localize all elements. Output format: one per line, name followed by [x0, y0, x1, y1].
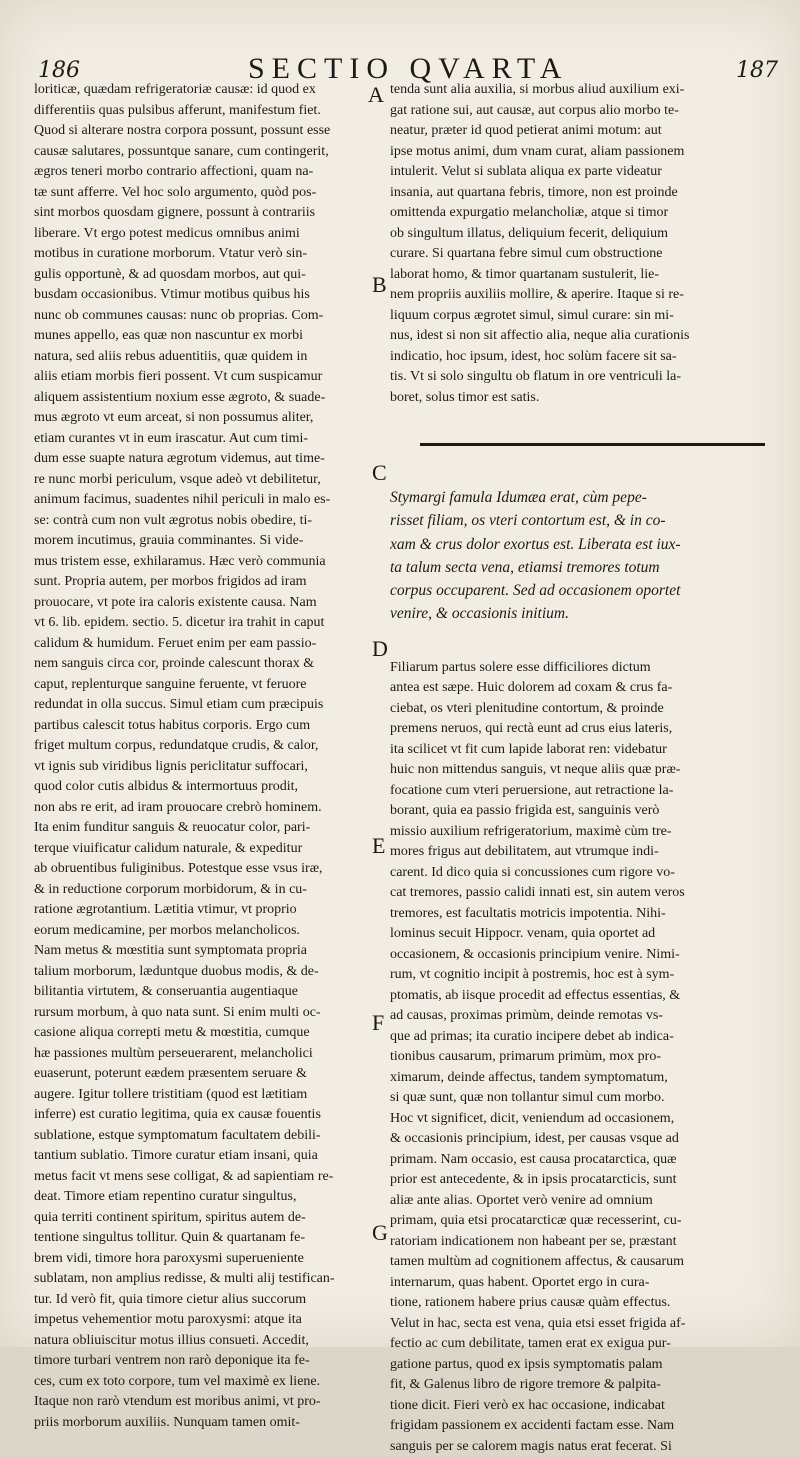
text-line: priis morborum auxiliis. Nunquam tamen omit- — [34, 1414, 300, 1430]
text-line: redundat in olla succus. Simul etiam cum præcipuis — [34, 697, 324, 712]
text-line: ximarum, deinde affectus, tandem symptomatum, — [390, 1069, 668, 1085]
text-line: ces, cum ex toto corpore, tum vel maximè ex liene. — [34, 1373, 321, 1389]
text-line: focatione cum vteri peruersione, aut retractione la- — [390, 782, 674, 798]
text-line: causæ salutares, possuntque sanare, cum contingerit, — [34, 143, 329, 159]
margin-letter-g: G — [372, 1220, 388, 1245]
text-line: inferre) est curatio legitima, quia ex causæ fouentis — [34, 1107, 321, 1122]
text-line: impetus vehementior motu paroxysmi: atque ita — [34, 1312, 302, 1327]
text-line: dum esse suapte natura ægrotum videmus, aut time- — [34, 451, 325, 466]
margin-letter-c: C — [372, 460, 387, 485]
text-line: calidum & humidum. Feruet enim per eam passio- — [34, 635, 317, 651]
text-line: internarum, quas habent. Oportet ergo in cura- — [390, 1274, 650, 1290]
text-line: sunt. Propria autem, per morbos frigidos ad iram — [34, 574, 307, 589]
text-line: ciebat, os vteri plenitudine contortum, & proinde — [390, 700, 664, 716]
commentary-text — [390, 658, 782, 1457]
text-line: aliquem assistentium noxium esse ægroto, & suade- — [34, 389, 326, 405]
text-line: animum facimus, suadentes nihil periculi in malo es- — [34, 492, 331, 507]
text-line: busdam occasionibus. Vtimur motibus quibus his — [34, 287, 310, 302]
margin-letter-d: D — [372, 636, 388, 661]
text-line: xam & crus dolor exortus est. Liberata est iux- — [390, 535, 681, 553]
text-line: huic non mittendus sanguis, vt neque aliis quæ præ- — [390, 762, 681, 778]
text-line: mus tristem esse, exhilaramus. Hæc verò communia — [34, 553, 326, 569]
text-line: terque viuificatur calidum naturale, & expeditur — [34, 840, 303, 856]
text-line: friget multum corpus, redundatque crudis, & calor, — [34, 738, 319, 753]
text-line: tantium sublatio. Timore curatur etiam insani, quia — [34, 1148, 318, 1163]
text-line: tenda sunt alia auxilia, si morbus aliud auxilium exi- — [390, 82, 685, 97]
text-line: tionibus causarum, primarum primùm, mox pro- — [390, 1049, 662, 1065]
text-line: venire, & occasionis initium. — [390, 605, 569, 623]
text-line: brem vidi, timore hora paroxysmi superueniente — [34, 1250, 304, 1266]
text-line: laborat homo, & timor quartanam sustulerit, lie- — [390, 266, 660, 282]
text-line: tentione singultus tollitur. Quin & quartanam fe- — [34, 1230, 306, 1245]
text-line: Hoc vt significet, dicit, veniendum ad occasionem, — [390, 1110, 675, 1126]
text-line: prouocare, vt pote ira caloris existente causa. Nam — [34, 594, 317, 610]
text-line: tremores, est facultatis motricis impotentia. Nihi- — [390, 905, 666, 921]
text-line: munes appello, eas quæ non nascuntur ex morbi — [34, 328, 304, 343]
text-line: sublatam, non amplius redisse, & multi alij testifican- — [34, 1271, 335, 1286]
page-number-left: 186 — [38, 58, 80, 83]
text-line: gulis opportunè, & ad quosdam morbos, aut qui- — [34, 266, 306, 282]
text-line: tamen multùm ad cognitionem affectus, & causarum — [390, 1254, 685, 1270]
text-line: ob singultum illatus, deliquium fecerit, deliquium — [390, 225, 669, 241]
text-line: intulerit. Velut si sublata aliqua ex parte videatur — [390, 164, 662, 179]
text-line: ta talum secta vena, etiamsi tremores totum — [390, 558, 660, 576]
text-line: metus facit vt mens sese colligat, & ad sapientiam re- — [34, 1168, 334, 1184]
margin-letter-f: F — [372, 1010, 385, 1035]
text-line: partibus calescit totus habitus corporis. Ergo cum — [34, 717, 311, 733]
text-line: se: contrà cum non vult ægrotus nobis obedire, ti- — [34, 512, 313, 528]
text-line: bilitantia virtutem, & conseruantia augentiaque — [34, 984, 298, 999]
text-line: neatur, præter id quod petierat animi motum: aut — [390, 123, 662, 138]
text-line: motibus in curatione morborum. Vtatur verò sin- — [34, 246, 308, 261]
text-line: premens neruos, qui rectà eunt ad crus eius lateris, — [390, 721, 673, 737]
text-line: liquum corpus ægrotet simul, simul curare: sin mi- — [390, 307, 674, 323]
text-line: hæ passiones multùm perseuerarent, melancholici — [34, 1045, 313, 1061]
text-line: aliis etiam morbis fieri possent. Vt cum suspicamur — [34, 369, 323, 384]
text-line: augere. Igitur tollere tristitiam (quod est lætitiam — [34, 1086, 308, 1102]
text-line: vt 6. lib. epidem. sectio. 5. dicetur ira trahit in caput — [34, 615, 325, 630]
text-line: ita scilicet vt fit cum lapide laborat ren: videbatur — [390, 741, 667, 757]
text-line: tione dicit. Fieri verò ex hac occasione, indicabat — [390, 1397, 665, 1413]
left-text-column — [34, 80, 364, 1433]
text-line: tis. Vt si solo singultu ob flatum in ore ventriculi la- — [390, 369, 681, 384]
text-line: nem sanguis circa cor, proinde calescunt thorax & — [34, 656, 315, 671]
text-line: sublatione, estque symptomatum facultatem debili- — [34, 1127, 321, 1143]
text-line: corpus occuparent. Sed ad occasionem oportet — [390, 582, 681, 600]
text-line: liberare. Vt ergo potest medicus omnibus animi — [34, 225, 300, 241]
text-line: re nunc morbi periculum, vsque adeò vt debilitetur, — [34, 471, 321, 487]
text-line: ad causas, proximas primùm, deinde remotas vs- — [390, 1008, 663, 1024]
text-line: lominus secuit Hippocr. venam, quia oportet ad — [390, 926, 656, 942]
text-line: mus ægroto vt eum arceat, si non possumus aliter, — [34, 410, 314, 425]
text-line: indicatio, hoc ipsum, idest, hoc solùm facere sit sa- — [390, 348, 677, 364]
text-line: primam. Nam occasio, est causa procatarctica, quæ — [390, 1151, 677, 1167]
text-line: & in reductione corporum morbidorum, & in cu- — [34, 881, 307, 897]
text-line: sanguis per se calorem magis natus erat fecerat. Si — [390, 1438, 672, 1454]
text-line: Itaque non rarò vtendum est moribus animi, vt pro- — [34, 1394, 321, 1409]
text-line: tione, rationem habere prius causæ quàm effectus. — [390, 1295, 671, 1311]
text-line: Nam metus & mœstitia sunt symptomata propria — [34, 943, 307, 958]
text-line: nus, idest si non sit affectio alia, neque alia curationis — [390, 328, 690, 343]
text-line: & occasionis principium, idest, per causas vsque ad — [390, 1131, 679, 1147]
section-title: SECTIO QVARTA — [248, 52, 569, 85]
text-line: timore turbari ventrem non rarò deponique ita fe- — [34, 1353, 310, 1368]
text-line: Stymargi famula Idumæa erat, cùm pepe- — [390, 489, 647, 506]
case-heading-italic — [390, 486, 782, 626]
text-line: occasionem, & occasionis principium venire. Nimi- — [390, 946, 680, 962]
text-line: eorum medicamine, per morbos melancholicos. — [34, 922, 300, 938]
text-line: frigidam passionem ex accidenti factam esse. Nam — [390, 1418, 675, 1434]
text-line: rursum morbum, à quo nata sunt. Si enim multi oc- — [34, 1004, 321, 1020]
text-line: non abs re erit, ad iram prouocare crebrò hominem. — [34, 799, 322, 815]
text-line: si quæ sunt, quæ non tollantur simul cum morbo. — [390, 1090, 665, 1106]
text-line: tæ sunt afferre. Vel hoc solo argumento, quòd pos- — [34, 184, 317, 200]
text-line: Ita enim funditur sanguis & reuocatur color, pari- — [34, 820, 311, 835]
text-line: mores frigus aut debilitatem, aut vtrumque indi- — [390, 844, 659, 860]
text-line: Quod si alterare nostra corpora possunt, possunt esse — [34, 123, 331, 138]
text-line: etiam curantes vt in eum irascatur. Aut cum timi- — [34, 430, 309, 446]
text-line: gat ratione sui, aut causæ, aut corpus alio morbo te- — [390, 102, 679, 118]
text-line: fectio ac cum debilitate, tamen erat ex exigua pur- — [390, 1336, 671, 1352]
text-line: boret, solus timor est satis. — [390, 389, 540, 405]
text-line: differentiis quas pulsibus afferunt, manifestum fiet. — [34, 102, 321, 118]
text-line: natura, sed aliis rebus aduentitiis, quæ quidem in — [34, 348, 308, 364]
text-line: talium morborum, læduntque duobus modis, & de- — [34, 963, 319, 979]
text-line: ægros teneri morbo contrario affectioni, quam na- — [34, 164, 314, 179]
text-line: quod color cutis albidus & intermortuus prodit, — [34, 779, 299, 794]
text-line: vt ignis sub viridibus lignis periclitatur suffocari, — [34, 758, 308, 774]
margin-letter-e: E — [372, 833, 386, 858]
text-line: insania, aut quartana febris, timore, non est proinde — [390, 184, 678, 200]
text-line: ratione ægrotantium. Lætitia vtimur, vt proprio — [34, 902, 297, 917]
text-line: tur. Id verò fit, quia timore cietur alius succorum — [34, 1291, 307, 1307]
text-line: caput, replenturque sanguine feruente, vt feruore — [34, 676, 307, 692]
text-line: prior est antecedente, & in ipsis procatarcticis, sunt — [390, 1172, 677, 1188]
text-line: ab obruentibus fuliginibus. Potestque esse vsus iræ, — [34, 861, 323, 876]
text-line: Filiarum partus solere esse difficiliores dictum — [390, 659, 651, 675]
text-line: aliæ ante alias. Oportet verò venire ad omnium — [390, 1192, 653, 1208]
right-text-column — [390, 80, 782, 1457]
text-line: omittenda expurgatio melancholiæ, atque si timor — [390, 205, 669, 220]
text-line: rum, vt cognitio incipit à postremis, hoc est à sym- — [390, 967, 675, 983]
margin-letter-b: B — [372, 272, 387, 297]
text-line: cat tremores, passio calidi innati est, sin autem veros — [390, 885, 685, 901]
text-line: missio auxilium refrigeratorium, maximè cùm tre- — [390, 823, 672, 839]
text-line: curare. Si quartana febre simul cum obstructione — [390, 246, 663, 261]
text-line: sint morbos quosdam gignere, possunt à contrariis — [34, 205, 316, 220]
text-line: ipse motus animi, dum vnam curat, aliam passionem — [390, 143, 685, 159]
text-line: morem incutimus, grauia comminantes. Si vide- — [34, 533, 304, 548]
text-line: quia territi continent spiritum, spiritus autem de- — [34, 1209, 306, 1225]
text-line: deat. Timore etiam repentino curatur singultus, — [34, 1189, 297, 1204]
page-number-right: 187 — [736, 58, 778, 83]
text-line: carent. Id dico quia si concussiones cum rigore vo- — [390, 864, 675, 880]
text-line: ratoriam indicationem non habeant per se, præstant — [390, 1233, 677, 1249]
margin-letter-a: A — [368, 82, 384, 107]
text-line: Velut in hac, secta est vena, quia etsi esset frigida af- — [390, 1315, 686, 1331]
text-line: ptomatis, ab iisque procedit ad effectus essentias, & — [390, 987, 681, 1003]
section-divider-rule — [420, 443, 765, 446]
text-line: gatione partus, quod ex ipsis symptomatis palam — [390, 1356, 663, 1372]
text-line: natura obliuiscitur motus illius consueti. Accedit, — [34, 1332, 309, 1348]
text-line: nunc ob communes causas: nunc ob proprias. Com- — [34, 307, 324, 323]
text-line: primam, quia etsi procatarcticæ quæ recesserint, cu- — [390, 1213, 682, 1229]
text-line: nem propriis auxiliis mollire, & aperire. Itaque si re- — [390, 287, 684, 302]
text-line: casione aliqua correpti metu & mœstitia, cumque — [34, 1025, 310, 1040]
text-line: fit, & Galenus libro de rigore tremore & palpita- — [390, 1377, 661, 1393]
text-line: risset filiam, os vteri contortum est, & in co- — [390, 512, 666, 530]
text-line: antea est sæpe. Huic dolorem ad coxam & crus fa- — [390, 680, 673, 696]
text-line: borant, quia ea passio frigida est, sanguinis verò — [390, 803, 660, 819]
text-line: que ad primas; ita curatio incipere debet ab indica- — [390, 1028, 674, 1044]
right-column-continuation — [390, 80, 782, 408]
text-line: loriticæ, quædam refrigeratoriæ causæ: id quod ex — [34, 82, 316, 97]
text-line: euaserunt, poterunt eædem præsentem seruare & — [34, 1066, 307, 1081]
